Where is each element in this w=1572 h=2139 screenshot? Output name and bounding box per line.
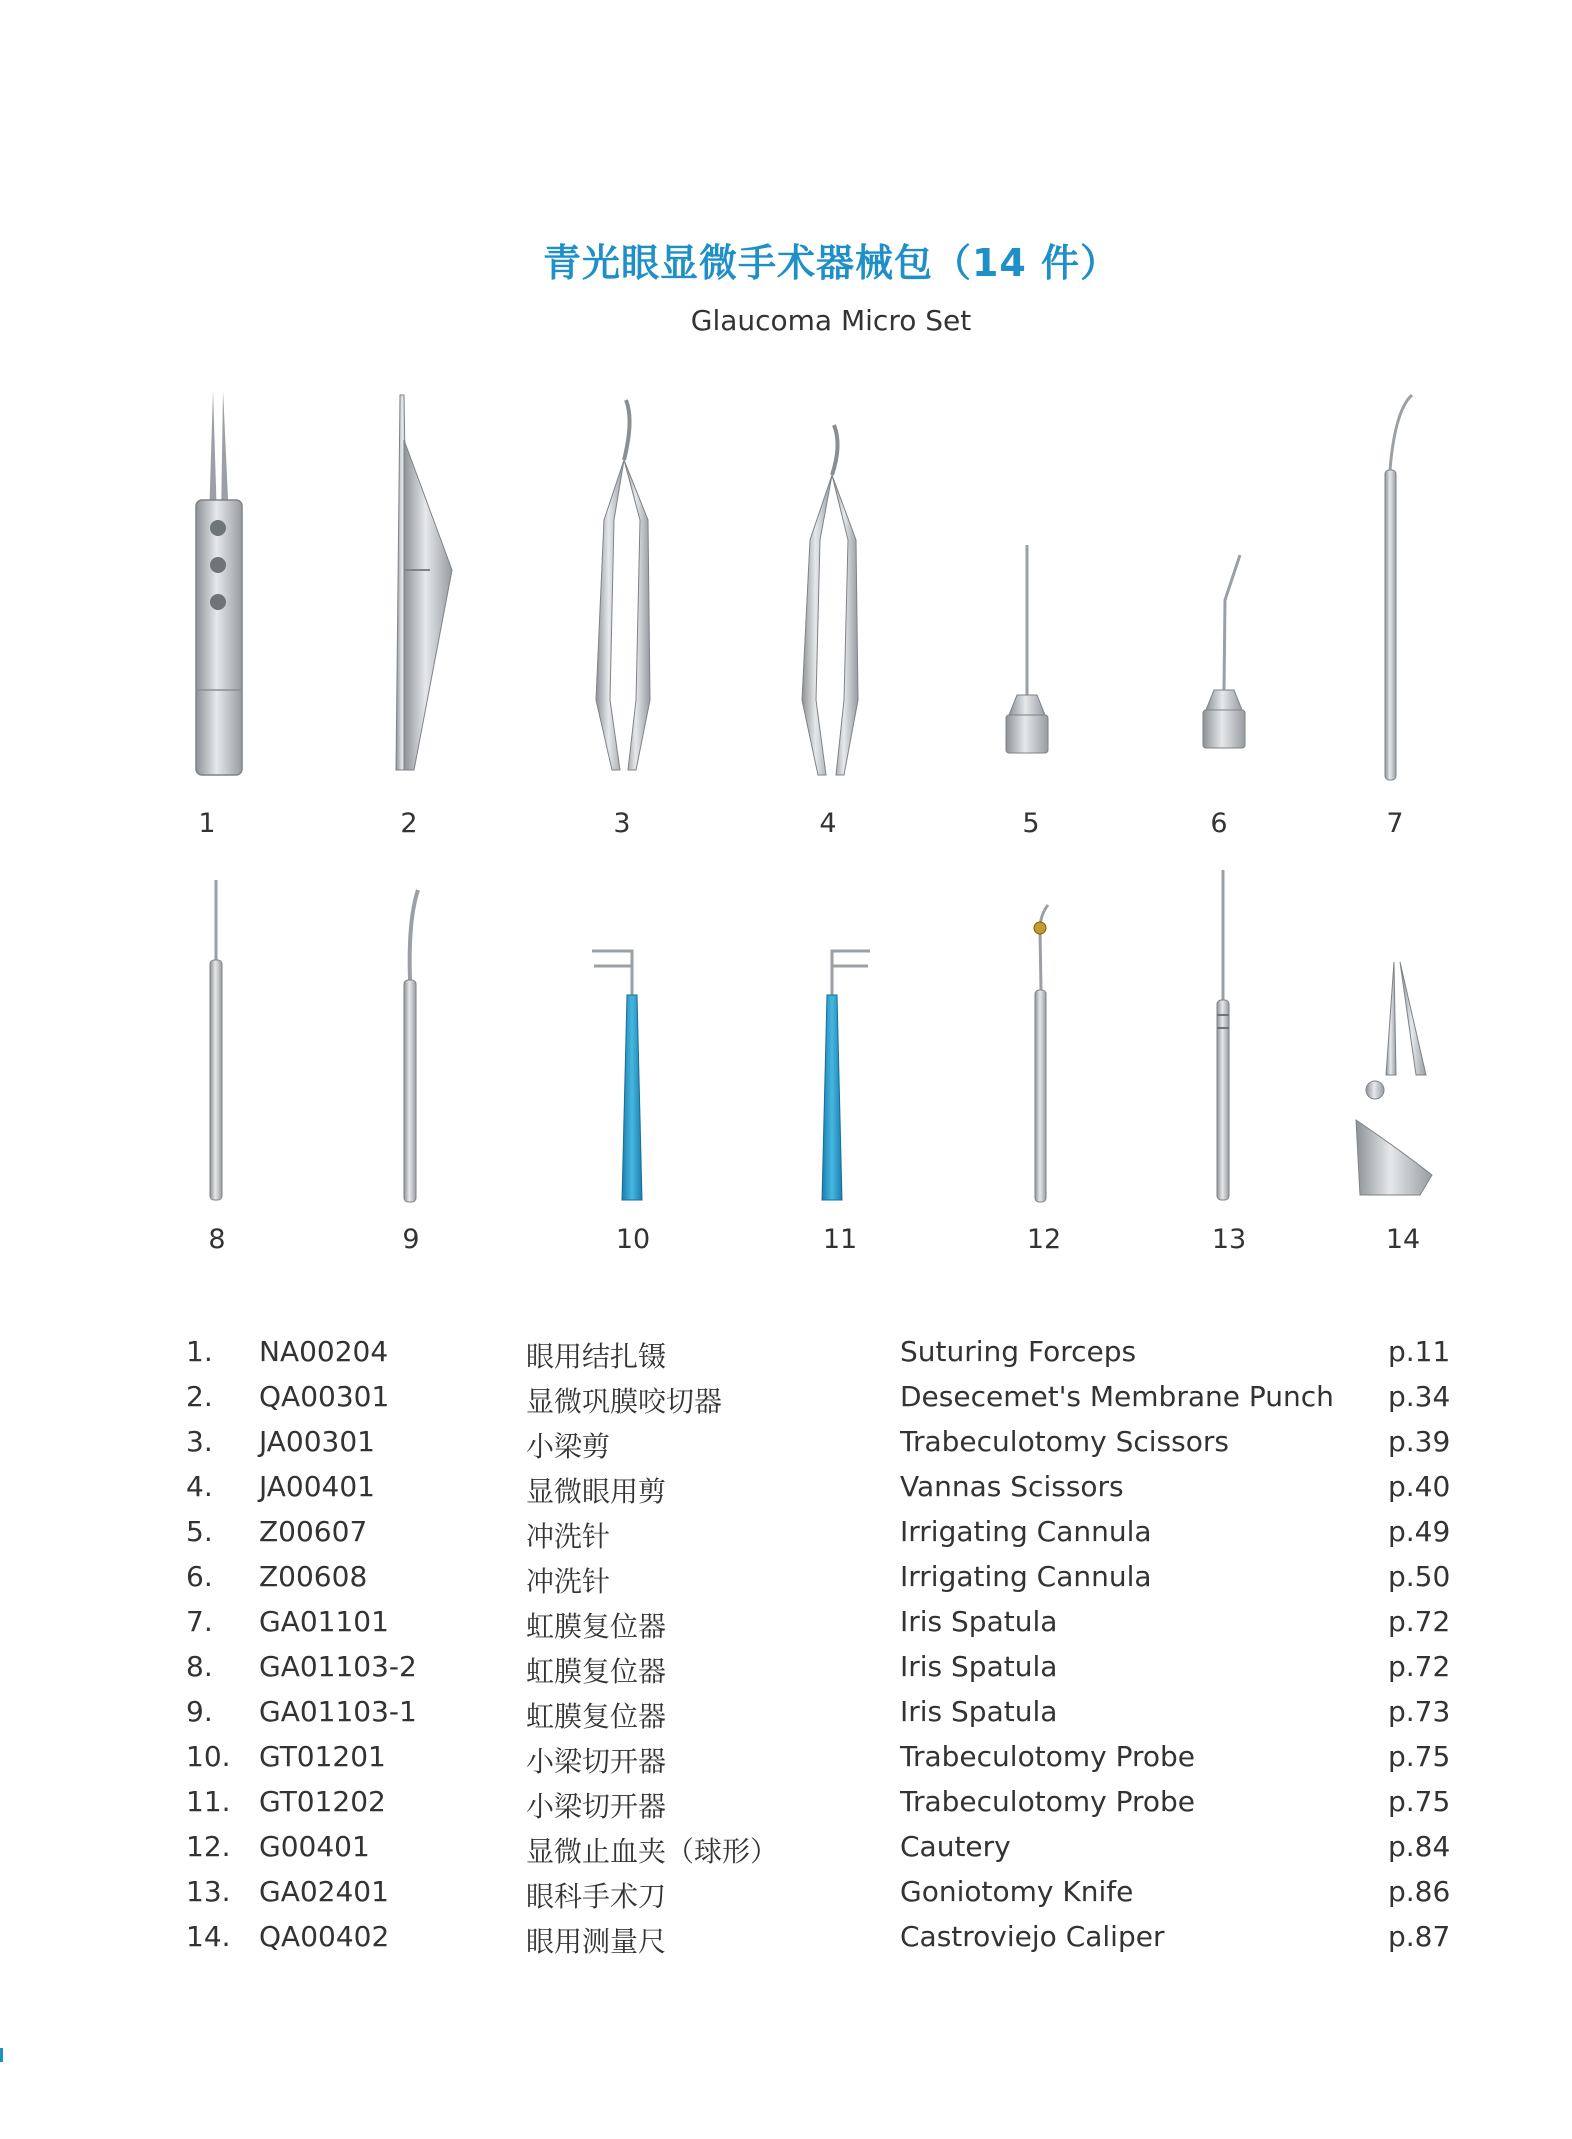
item-name-en: Trabeculotomy Probe xyxy=(900,1740,1195,1773)
iris-spatula-icon xyxy=(404,890,418,1202)
figure-number: 14 xyxy=(1385,1224,1421,1255)
list-item xyxy=(0,1515,1572,1559)
page-subtitle: Glaucoma Micro Set xyxy=(690,304,972,337)
item-name-cn: 眼科手术刀 xyxy=(526,1880,667,1913)
curved-scissors-icon xyxy=(596,400,650,770)
item-name-en: Vannas Scissors xyxy=(900,1470,1124,1503)
iris-spatula-icon xyxy=(1385,395,1412,780)
item-code: G00401 xyxy=(259,1830,370,1863)
list-item xyxy=(0,1785,1572,1829)
item-name-cn: 虹膜复位器 xyxy=(526,1610,667,1643)
item-number: 2. xyxy=(186,1380,213,1413)
item-code: Z00608 xyxy=(259,1560,368,1593)
item-page: p.86 xyxy=(1388,1875,1451,1908)
list-item xyxy=(0,1695,1572,1739)
list-item xyxy=(0,1650,1572,1694)
item-name-en: Trabeculotomy Scissors xyxy=(900,1425,1229,1458)
item-number: 6. xyxy=(186,1560,213,1593)
item-name-cn: 小梁切开器 xyxy=(526,1745,667,1778)
item-page: p.75 xyxy=(1388,1740,1451,1773)
item-code: GT01202 xyxy=(259,1785,386,1818)
item-name-cn: 小梁剪 xyxy=(526,1430,611,1463)
item-code: GA01101 xyxy=(259,1605,389,1638)
list-item xyxy=(0,1335,1572,1379)
item-page: p.84 xyxy=(1388,1830,1451,1863)
item-number: 8. xyxy=(186,1650,213,1683)
item-page: p.87 xyxy=(1388,1920,1451,1953)
item-code: GT01201 xyxy=(259,1740,386,1773)
item-page: p.11 xyxy=(1388,1335,1451,1368)
item-number: 12. xyxy=(186,1830,231,1863)
item-name-cn: 显微眼用剪 xyxy=(526,1475,667,1508)
figure-number: 12 xyxy=(1026,1224,1062,1255)
figure-number: 13 xyxy=(1211,1224,1247,1255)
page-edge-mark xyxy=(0,2048,3,2062)
goniotomy-knife-icon xyxy=(1217,870,1229,1200)
item-page: p.72 xyxy=(1388,1605,1451,1638)
item-page: p.73 xyxy=(1388,1695,1451,1728)
figure-number: 2 xyxy=(400,808,418,839)
figure-number: 9 xyxy=(402,1224,420,1255)
figure-number: 6 xyxy=(1210,808,1228,839)
list-item xyxy=(0,1920,1572,1964)
item-page: p.40 xyxy=(1388,1470,1451,1503)
figure-number: 4 xyxy=(819,808,837,839)
item-name-en: Castroviejo Caliper xyxy=(900,1920,1165,1953)
list-item xyxy=(0,1380,1572,1424)
trabeculotomy-probe-icon xyxy=(822,951,870,1200)
figure-number: 7 xyxy=(1386,808,1404,839)
list-item xyxy=(0,1470,1572,1514)
item-name-en: Irrigating Cannula xyxy=(900,1515,1152,1548)
item-name-en: Iris Spatula xyxy=(900,1650,1058,1683)
item-name-en: Cautery xyxy=(900,1830,1011,1863)
item-number: 4. xyxy=(186,1470,213,1503)
list-item xyxy=(0,1425,1572,1469)
caliper-icon xyxy=(1356,962,1432,1195)
item-code: NA00204 xyxy=(259,1335,389,1368)
item-number: 7. xyxy=(186,1605,213,1638)
item-number: 13. xyxy=(186,1875,231,1908)
item-name-cn: 显微止血夹（球形） xyxy=(526,1835,779,1868)
item-name-cn: 冲洗针 xyxy=(526,1520,611,1553)
item-name-en: Suturing Forceps xyxy=(900,1335,1137,1368)
figure-number: 1 xyxy=(198,808,216,839)
item-name-en: Iris Spatula xyxy=(900,1695,1058,1728)
item-number: 14. xyxy=(186,1920,231,1953)
item-name-cn: 虹膜复位器 xyxy=(526,1700,667,1733)
figure-number: 8 xyxy=(208,1224,226,1255)
item-page: p.50 xyxy=(1388,1560,1451,1593)
item-page: p.49 xyxy=(1388,1515,1451,1548)
list-item xyxy=(0,1875,1572,1919)
item-name-en: Iris Spatula xyxy=(900,1605,1058,1638)
item-number: 10. xyxy=(186,1740,231,1773)
list-item xyxy=(0,1740,1572,1784)
item-page: p.72 xyxy=(1388,1650,1451,1683)
item-page: p.75 xyxy=(1388,1785,1451,1818)
item-name-cn: 冲洗针 xyxy=(526,1565,611,1598)
item-code: JA00401 xyxy=(259,1470,375,1503)
item-code: GA02401 xyxy=(259,1875,389,1908)
item-code: GA01103-1 xyxy=(259,1695,417,1728)
figure-number: 10 xyxy=(615,1224,651,1255)
item-number: 11. xyxy=(186,1785,231,1818)
trabeculotomy-probe-icon xyxy=(592,951,642,1200)
page-title: 青光眼显微手术器械包（14 件） xyxy=(542,241,1120,285)
item-number: 9. xyxy=(186,1695,213,1728)
item-name-en: Trabeculotomy Probe xyxy=(900,1785,1195,1818)
item-name-cn: 虹膜复位器 xyxy=(526,1655,667,1688)
item-code: Z00607 xyxy=(259,1515,368,1548)
item-code: JA00301 xyxy=(259,1425,375,1458)
list-item xyxy=(0,1830,1572,1874)
angled-cannula-icon xyxy=(1203,555,1245,748)
list-item xyxy=(0,1605,1572,1649)
item-code: GA01103-2 xyxy=(259,1650,417,1683)
item-number: 3. xyxy=(186,1425,213,1458)
item-number: 5. xyxy=(186,1515,213,1548)
vannas-scissors-icon xyxy=(802,425,858,775)
iris-spatula-icon xyxy=(210,880,222,1200)
item-code: QA00402 xyxy=(259,1920,390,1953)
cautery-icon xyxy=(1034,905,1048,1202)
item-name-en: Desecemet's Membrane Punch xyxy=(900,1380,1334,1413)
item-name-cn: 眼用测量尺 xyxy=(526,1925,667,1958)
item-name-cn: 小梁切开器 xyxy=(526,1790,667,1823)
straight-cannula-icon xyxy=(1006,545,1048,753)
figure-number: 11 xyxy=(822,1224,858,1255)
item-page: p.39 xyxy=(1388,1425,1451,1458)
item-name-en: Irrigating Cannula xyxy=(900,1560,1152,1593)
membrane-punch-icon xyxy=(396,395,452,770)
item-name-en: Goniotomy Knife xyxy=(900,1875,1134,1908)
item-name-cn: 显微巩膜咬切器 xyxy=(526,1385,723,1418)
figure-number: 3 xyxy=(613,808,631,839)
item-number: 1. xyxy=(186,1335,213,1368)
item-name-cn: 眼用结扎镊 xyxy=(526,1340,667,1373)
suturing-forceps-icon xyxy=(196,390,242,775)
item-code: QA00301 xyxy=(259,1380,390,1413)
item-page: p.34 xyxy=(1388,1380,1451,1413)
figure-number: 5 xyxy=(1022,808,1040,839)
list-item xyxy=(0,1560,1572,1604)
